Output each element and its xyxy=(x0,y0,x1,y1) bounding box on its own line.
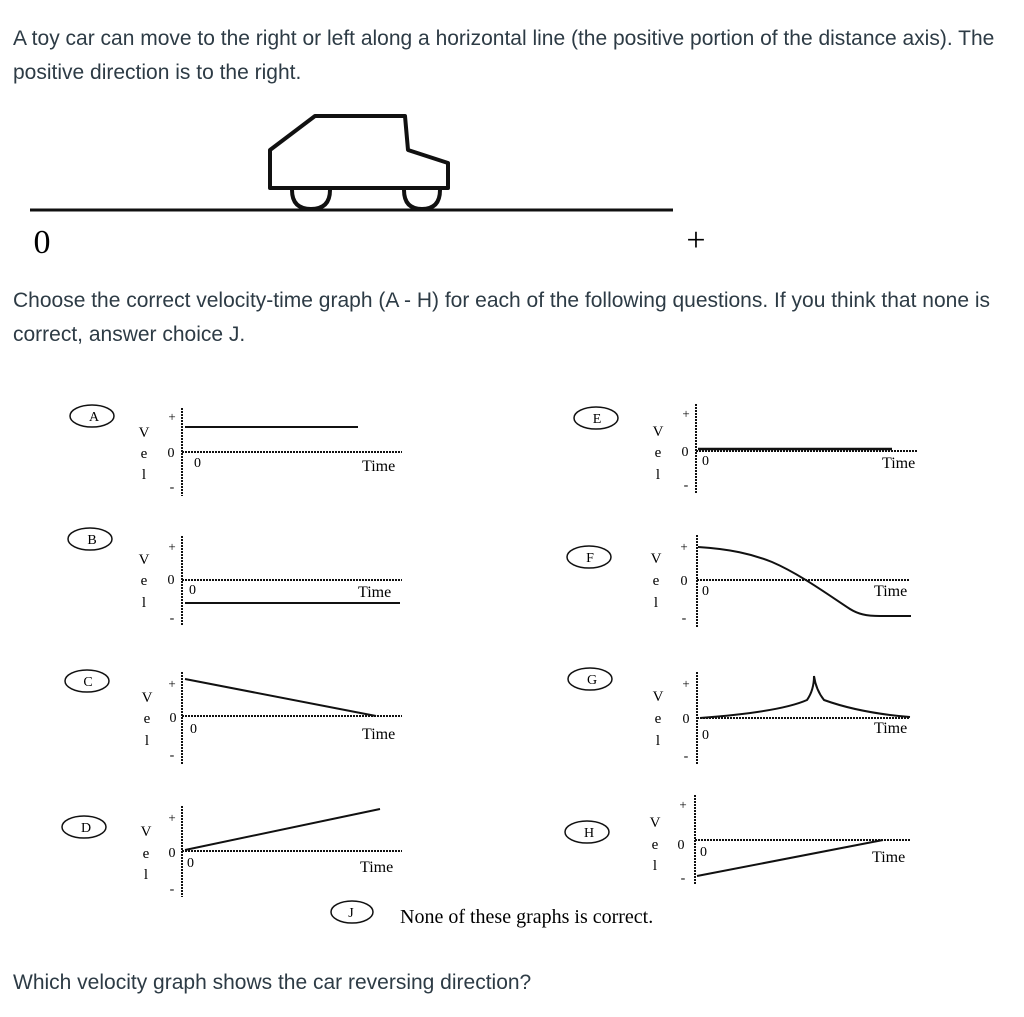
y-zero-tick: 0 xyxy=(681,445,689,460)
time-axis-label: Time xyxy=(872,849,906,866)
vel-letter-v: V xyxy=(138,425,150,441)
y-minus-tick: - xyxy=(169,882,175,897)
y-plus-tick: + xyxy=(168,810,176,825)
vel-letter-e: e xyxy=(651,837,659,853)
time-axis-label: Time xyxy=(882,455,916,472)
option-f-label: F xyxy=(586,551,594,566)
vel-letter-l: l xyxy=(141,467,147,483)
y-zero-tick: 0 xyxy=(680,574,688,589)
vel-letter-v: V xyxy=(138,552,150,568)
y-plus-tick: + xyxy=(682,406,690,421)
graph-e xyxy=(574,404,918,494)
time-axis-label: Time xyxy=(874,583,908,600)
time-axis-label: Time xyxy=(360,859,394,876)
graph-h xyxy=(565,795,910,886)
y-plus-tick: + xyxy=(679,797,687,812)
vel-letter-v: V xyxy=(652,689,664,705)
vel-letter-l: l xyxy=(652,858,658,874)
origin-zero-label: 0 xyxy=(190,722,197,737)
origin-zero-label: 0 xyxy=(702,584,709,599)
axis-plus-label: + xyxy=(686,222,706,259)
y-minus-tick: - xyxy=(683,749,689,764)
option-a-label: A xyxy=(88,410,100,425)
intro-text: A toy car can move to the right or left along a horizontal line (the positive portion of the distance axis). The positive direction is to the right. xyxy=(13,27,995,84)
graph-c xyxy=(65,670,402,764)
time-axis-label: Time xyxy=(362,726,396,743)
option-g-label: G xyxy=(586,673,598,688)
vel-letter-l: l xyxy=(653,595,659,611)
origin-zero-label: 0 xyxy=(194,456,201,471)
vel-letter-e: e xyxy=(652,573,660,589)
vel-letter-e: e xyxy=(654,445,662,461)
y-plus-tick: + xyxy=(682,676,690,691)
y-zero-tick: 0 xyxy=(677,838,685,853)
option-j-text: None of these graphs is correct. xyxy=(400,906,654,928)
vel-letter-l: l xyxy=(655,467,661,483)
y-minus-tick: - xyxy=(169,611,175,626)
vel-letter-l: l xyxy=(144,733,150,749)
origin-zero-label: 0 xyxy=(700,845,707,860)
origin-zero-label: 0 xyxy=(189,583,196,598)
car-wheel-right xyxy=(404,190,440,209)
vel-letter-v: V xyxy=(141,690,153,706)
graph-d xyxy=(62,806,402,897)
y-minus-tick: - xyxy=(683,478,689,493)
vel-letter-e: e xyxy=(140,573,148,589)
y-minus-tick: - xyxy=(169,748,175,763)
option-e-label: E xyxy=(592,412,602,427)
velocity-curve xyxy=(185,809,380,850)
vel-letter-e: e xyxy=(654,711,662,727)
velocity-curve xyxy=(185,679,376,716)
y-zero-tick: 0 xyxy=(168,846,176,861)
origin-zero-label: 0 xyxy=(702,454,709,469)
y-zero-tick: 0 xyxy=(167,573,175,588)
velocity-curve xyxy=(697,840,883,876)
y-plus-tick: + xyxy=(680,539,688,554)
y-zero-tick: 0 xyxy=(167,446,175,461)
option-c-label: C xyxy=(83,675,93,690)
vel-letter-v: V xyxy=(140,824,152,840)
graph-b xyxy=(68,528,402,626)
time-axis-label: Time xyxy=(362,458,396,475)
vel-letter-e: e xyxy=(140,446,148,462)
vel-letter-v: V xyxy=(649,815,661,831)
vel-letter-v: V xyxy=(650,551,662,567)
vel-letter-l: l xyxy=(141,595,147,611)
vel-letter-l: l xyxy=(655,733,661,749)
y-zero-tick: 0 xyxy=(682,712,690,727)
origin-zero-label: 0 xyxy=(187,856,194,871)
option-j[interactable] xyxy=(331,901,653,928)
option-d-label: D xyxy=(80,821,92,836)
graph-a xyxy=(70,405,402,496)
vel-letter-e: e xyxy=(143,711,151,727)
origin-zero-label: 0 xyxy=(702,728,709,743)
y-plus-tick: + xyxy=(168,409,176,424)
toy-car-illustration xyxy=(270,116,448,209)
y-zero-tick: 0 xyxy=(169,711,177,726)
question-text: Which velocity graph shows the car reversing direction? xyxy=(13,971,532,994)
y-minus-tick: - xyxy=(681,611,687,626)
velocity-curve xyxy=(698,547,911,616)
car-wheel-left xyxy=(292,190,330,209)
car-body xyxy=(270,116,448,188)
instructions-text: Choose the correct velocity-time graph (A - H) for each of the following questions. If you think that none is correct, answer choice J. xyxy=(13,289,990,346)
velocity-curve xyxy=(700,676,910,718)
graph-g xyxy=(568,668,910,764)
y-minus-tick: - xyxy=(680,871,686,886)
y-plus-tick: + xyxy=(168,539,176,554)
axis-zero-label: 0 xyxy=(33,224,51,261)
time-axis-label: Time xyxy=(874,720,908,737)
graph-f xyxy=(567,535,911,627)
vel-letter-v: V xyxy=(652,424,664,440)
option-b-label: B xyxy=(87,533,97,548)
vel-letter-e: e xyxy=(142,846,150,862)
time-axis-label: Time xyxy=(358,584,392,601)
option-j-label: J xyxy=(348,906,354,921)
vel-letter-l: l xyxy=(143,867,149,883)
option-h-label: H xyxy=(583,826,595,841)
y-minus-tick: - xyxy=(169,480,175,495)
y-plus-tick: + xyxy=(168,676,176,691)
